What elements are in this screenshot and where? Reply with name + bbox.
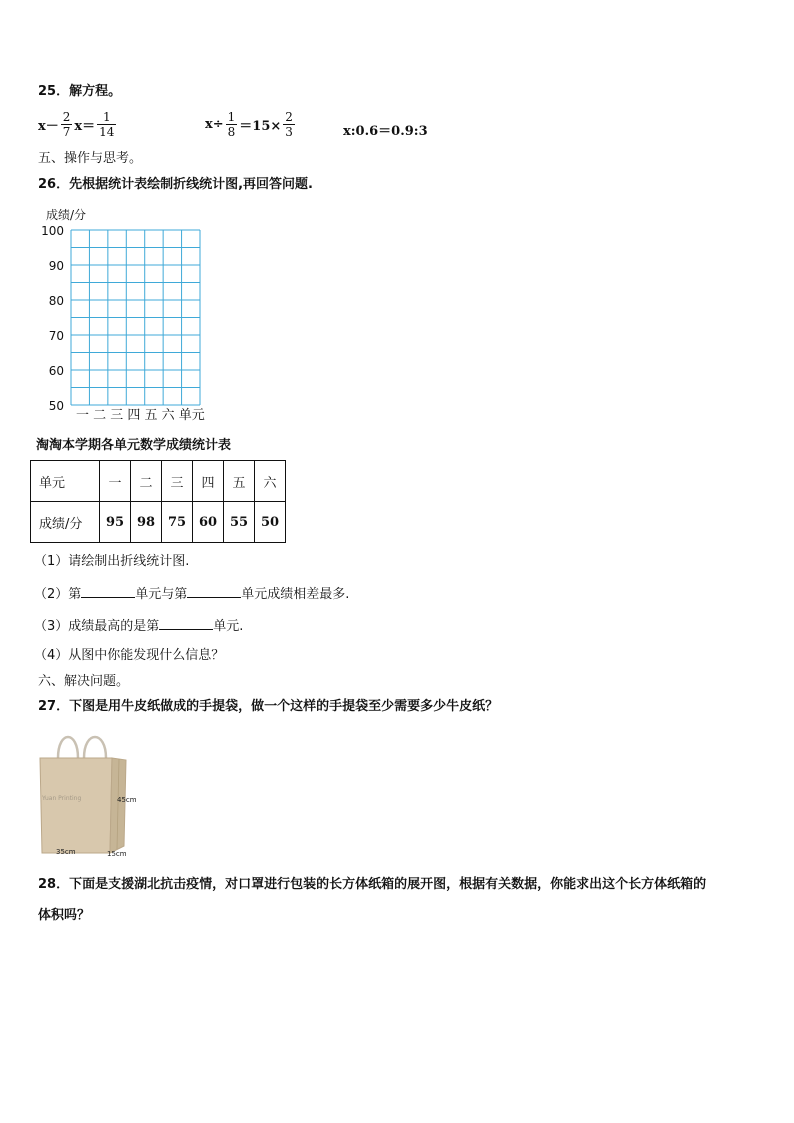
eq2-frac2-numerator: 2 [285,110,293,124]
eq2-frac2-denominator: 3 [285,125,293,139]
paper-bag-figure [34,728,144,858]
eq1-frac1-denominator: 7 [62,125,71,139]
eq1-frac2-denominator: 14 [99,125,115,139]
eq2-mid: ＝15× [239,119,282,134]
q28-line2: 体积吗？ [38,908,91,923]
q26-title: 26．先根据统计表绘制折线统计图,再回答问题. [38,177,313,192]
equation-3: x:0.6＝0.9:3 [343,124,428,139]
table-cell: 三 [162,461,193,502]
table-row [31,502,286,543]
section-5-heading: 五、操作与思考。 [38,151,143,166]
grid-y-axis-label: 成绩/分 [46,208,87,222]
table-cell: 98 [131,502,162,543]
y-tick-label: 70 [48,329,64,343]
table-cell: 五 [224,461,255,502]
answer-blank[interactable] [187,585,241,598]
table-cell: 75 [162,502,193,543]
q26-sub3-part-b: 单元. [213,619,244,634]
q26-sub2-part-b: 单元与第 [135,587,188,602]
eq1-fraction-2 [97,110,116,139]
y-tick-label: 100 [41,224,64,238]
table-cell: 二 [131,461,162,502]
y-tick-label: 80 [48,294,64,308]
grid-x-axis-labels: 一 二 三 四 五 六 单元 [76,408,205,423]
y-tick-label: 60 [48,364,64,378]
q26-sub2-part-c: 单元成绩相差最多. [241,587,350,602]
blank-chart-grid [70,229,201,407]
table-row [31,461,286,502]
y-tick-label: 50 [48,399,64,413]
eq2-frac1-denominator: 8 [227,125,236,139]
equation-1 [38,110,118,139]
table-header-score: 成绩/分 [31,502,100,543]
answer-blank[interactable] [81,585,135,598]
score-table [30,460,286,543]
table-cell: 60 [193,502,224,543]
eq1-lhs: x－ [38,119,59,134]
eq1-fraction-1 [61,110,73,139]
eq2-fraction-1 [226,110,238,139]
eq2-fraction-2 [283,110,295,139]
q26-sub2 [34,585,349,603]
q26-sub1: （1）请绘制出折线统计图. [34,554,190,569]
table-cell: 55 [224,502,255,543]
bag-watermark: Yuan Printing [42,795,82,802]
eq2-lhs: x÷ [205,117,224,132]
y-tick-label: 90 [48,259,64,273]
table-cell: 四 [193,461,224,502]
bag-width-label: 15cm [107,850,127,858]
q26-sub2-part-a: （2）第 [34,587,82,602]
section-6-heading: 六、解决问题。 [38,674,130,689]
equation-2 [205,110,297,139]
eq1-frac2-numerator: 1 [102,110,111,124]
paper-bag-icon [34,728,144,858]
eq1-mid: x＝ [74,119,96,134]
table-header-unit: 单元 [31,461,100,502]
q25-title: 25．解方程。 [38,84,122,99]
answer-blank[interactable] [159,617,213,630]
table-cell: 50 [255,502,286,543]
bag-length-label: 35cm [56,848,76,856]
q26-sub4: （4）从图中你能发现什么信息？ [34,648,225,663]
table-title: 淘淘本学期各单元数学成绩统计表 [36,438,232,453]
eq1-frac1-numerator: 2 [62,110,71,124]
table-cell: 95 [100,502,131,543]
q28-line1: 28．下面是支援湖北抗击疫情，对口罩进行包装的长方体纸箱的展开图，根据有关数据，你能求出这个长方体纸箱的 [38,877,707,892]
table-cell: 六 [255,461,286,502]
q27-title: 27．下图是用牛皮纸做成的手提袋，做一个这样的手提袋至少需要多少牛皮纸？ [38,699,499,714]
table-cell: 一 [100,461,131,502]
q26-sub3-part-a: （3）成绩最高的是第 [34,619,160,634]
eq2-frac1-numerator: 1 [227,110,236,124]
q26-sub3 [34,617,243,635]
bag-height-label: 45cm [117,796,137,804]
